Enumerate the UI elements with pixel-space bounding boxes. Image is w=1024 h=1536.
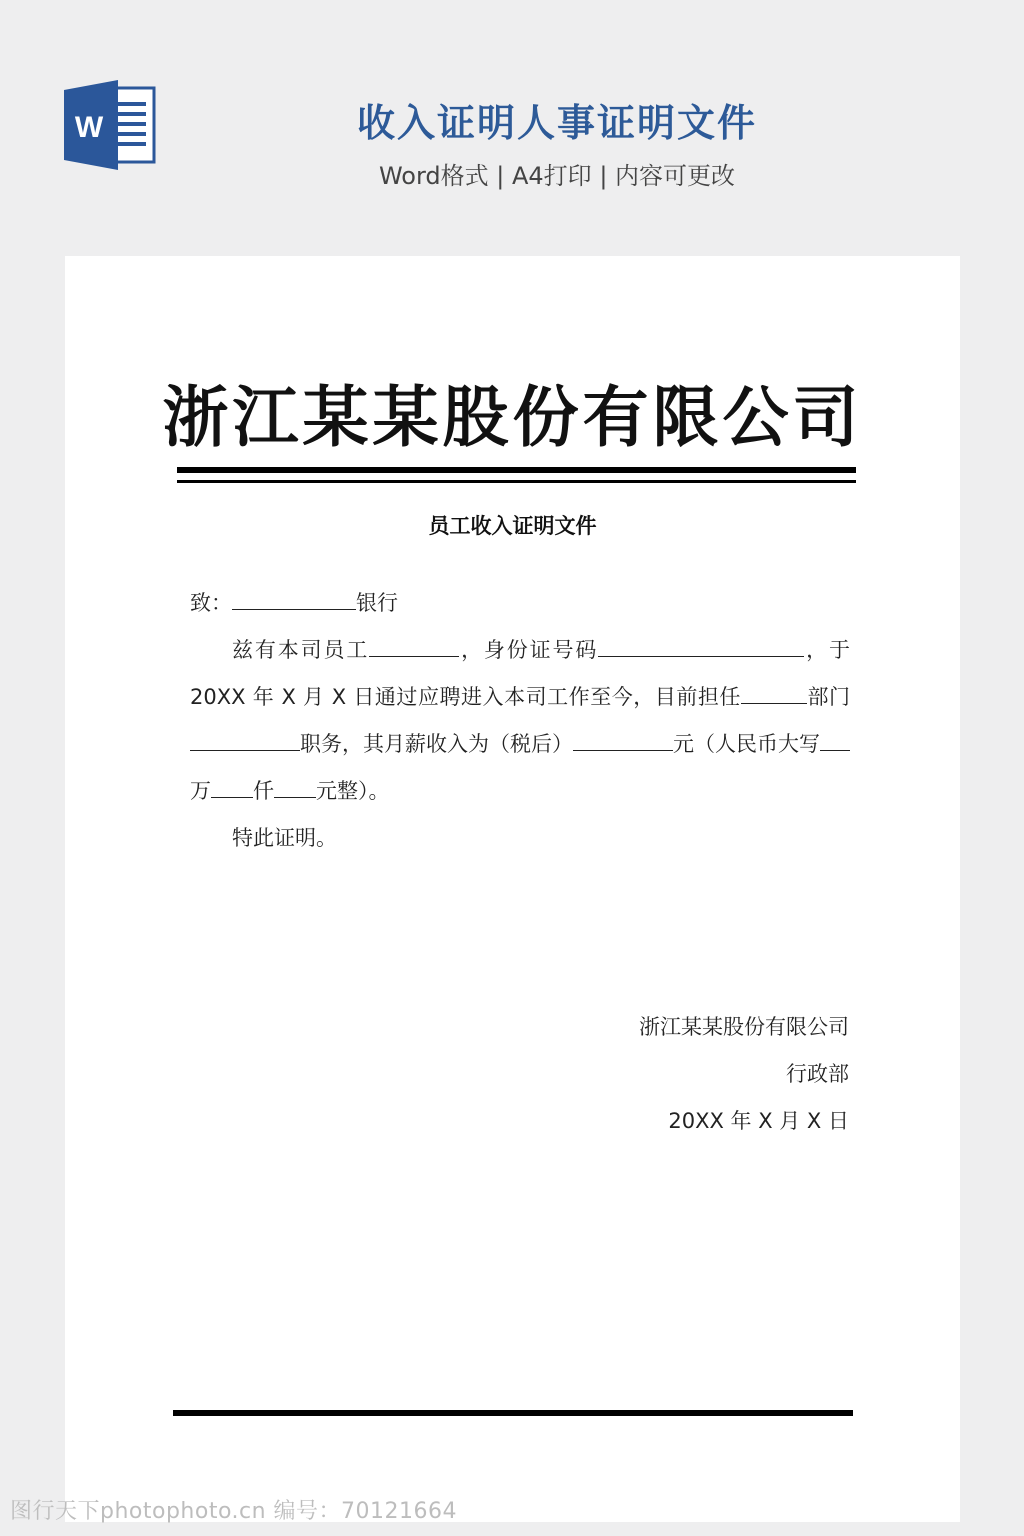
main-paragraph xyxy=(190,627,850,815)
dept-blank xyxy=(741,681,807,704)
text-id: ，身份证号码 xyxy=(459,638,599,662)
text-end: 元整）。 xyxy=(316,779,390,803)
text-rmb: 元（人民币大写 xyxy=(673,732,820,756)
bank-blank xyxy=(232,587,356,610)
header-rule-thin xyxy=(177,480,856,483)
text-join-date: ，于20XX 年 X 月 X 日通过应聘进入本司工作至今，目前担任 xyxy=(190,638,851,709)
id-blank xyxy=(598,634,804,657)
wan-blank xyxy=(820,728,850,751)
page-title: 收入证明人事证明文件 xyxy=(356,101,757,145)
recipient-suffix: 银行 xyxy=(356,591,398,615)
text-qian: 仟 xyxy=(253,779,274,803)
signature-company: 浙江某某股份有限公司 xyxy=(639,1015,849,1039)
signature-department: 行政部 xyxy=(786,1062,849,1086)
text-department: 部门 xyxy=(806,685,850,709)
text-salary: 职务，其月薪收入为（税后） xyxy=(300,732,573,756)
signature-block xyxy=(639,1004,849,1145)
watermark: 图行天下photophoto.cn 编号：70121664 xyxy=(10,1499,458,1524)
yuan-blank xyxy=(274,775,316,798)
recipient-prefix: 致： xyxy=(190,591,232,615)
document-page xyxy=(65,256,960,1522)
text-wan: 万 xyxy=(190,779,211,803)
word-icon xyxy=(64,80,156,170)
document-body xyxy=(190,580,850,862)
header-rule-thick xyxy=(177,467,856,473)
page-subtitle: Word格式 | A4打印 | 内容可更改 xyxy=(378,162,736,190)
salary-blank xyxy=(573,728,673,751)
recipient-line xyxy=(190,580,850,627)
name-blank xyxy=(369,634,459,657)
company-name: 浙江某某股份有限公司 xyxy=(162,379,863,456)
text-employee: 兹有本司员工 xyxy=(232,638,370,662)
signature-date: 20XX 年 X 月 X 日 xyxy=(668,1109,849,1133)
footer-rule xyxy=(173,1410,853,1416)
svg-text:W: W xyxy=(74,111,104,144)
qian-blank xyxy=(211,775,253,798)
position-blank xyxy=(190,728,300,751)
closing-line: 特此证明。 xyxy=(232,826,337,850)
document-title: 员工收入证明文件 xyxy=(428,514,597,538)
